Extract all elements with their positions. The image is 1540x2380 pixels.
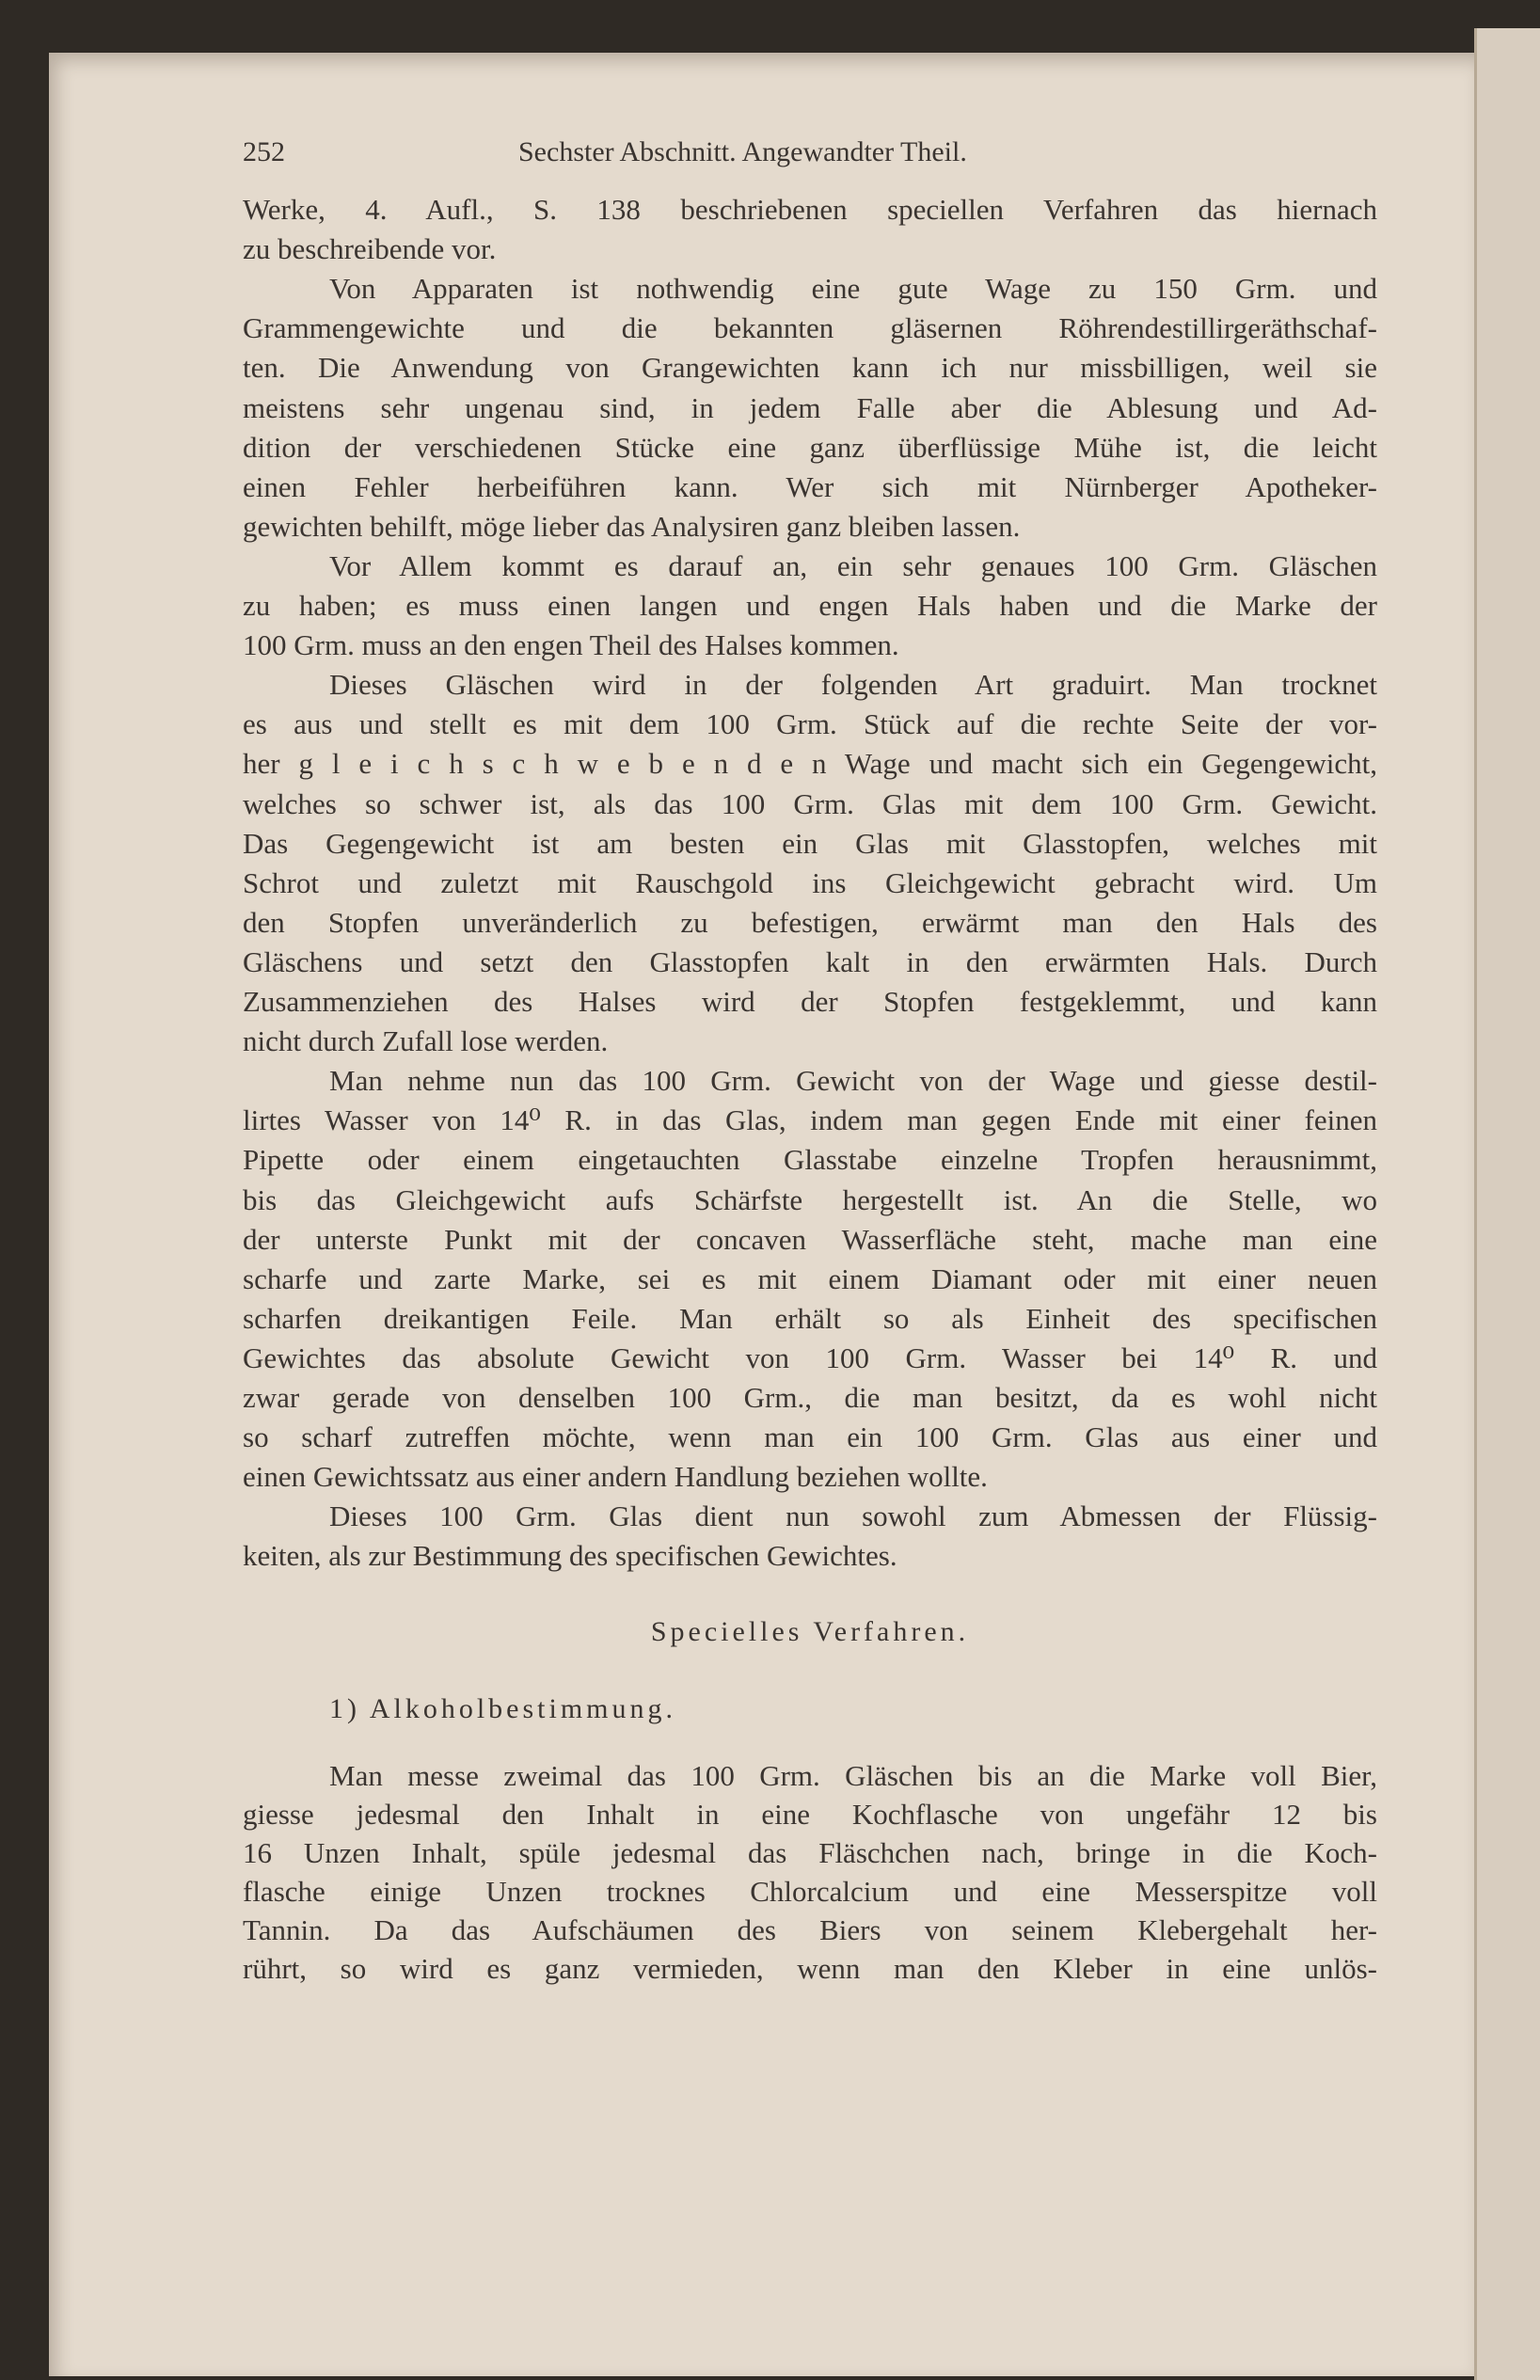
text-line-content: Zusammenziehen des Halses wird der Stopfen festgeklemmt, und kann bbox=[243, 985, 1377, 1018]
text-line bbox=[243, 470, 1377, 504]
text-line-content: es aus und stellt es mit dem 100 Grm. Stück auf die rechte Seite der vor- bbox=[243, 707, 1377, 741]
text-line-content: Vor Allem kommt es darauf an, ein sehr genaues 100 Grm. Gläschen bbox=[329, 548, 1377, 582]
text-line bbox=[243, 351, 1377, 385]
text-line-content: Werke, 4. Aufl., S. 138 beschriebenen speciellen Verfahren das hiernach bbox=[243, 193, 1377, 226]
text-line bbox=[243, 747, 1377, 781]
text-line-content: den Stopfen unveränderlich zu befestigen, erwärmt man den Hals des bbox=[243, 905, 1377, 939]
text-line bbox=[329, 668, 1377, 702]
text-line bbox=[329, 1759, 1377, 1793]
text-line-content: Schrot und zuletzt mit Rauschgold ins Gleichgewicht gebracht wird. Um bbox=[243, 865, 1377, 899]
text-line-content: Pipette oder einem eingetauchten Glasstabe einzelne Tropfen herausnimmt, bbox=[243, 1143, 1377, 1177]
text-line bbox=[243, 1223, 1377, 1257]
text-line-content: 16 Unzen Inhalt, spüle jedesmal das Fläschchen nach, bringe in die Koch- bbox=[243, 1836, 1377, 1870]
text-line-content: welches so schwer ist, als das 100 Grm. Glas mit dem 100 Grm. Gewicht. bbox=[243, 786, 1377, 820]
text-line bbox=[329, 1499, 1377, 1533]
text-line-content: Dieses 100 Grm. Glas dient nun sowohl zum Abmessen der Flüssig- bbox=[329, 1499, 1377, 1533]
text-line-content: Tannin. Da das Aufschäumen des Biers von seinem Klebergehalt her- bbox=[243, 1913, 1377, 1947]
text-line-content: dition der verschiedenen Stücke eine ganz überflüssige Mühe ist, die leicht bbox=[243, 430, 1377, 464]
text-line bbox=[243, 1183, 1377, 1217]
text-line-content: meistens sehr ungenau sind, in jedem Falle aber die Ablesung und Ad- bbox=[243, 390, 1377, 424]
text-line-content: Man messe zweimal das 100 Grm. Gläschen bis an die Marke voll Bier, bbox=[329, 1759, 1377, 1793]
text-line bbox=[243, 985, 1377, 1019]
text-line bbox=[243, 391, 1377, 425]
text-line bbox=[243, 193, 1377, 227]
text-line-content: zu beschreibende vor. bbox=[243, 232, 497, 266]
text-line-content: lirtes Wasser von 14⁰ R. in das Glas, indem man gegen Ende mit einer feinen bbox=[243, 1103, 1377, 1137]
text-line-content: der unterste Punkt mit der concaven Wasserfläche steht, mache man eine bbox=[243, 1222, 1377, 1256]
text-line bbox=[243, 1913, 1377, 1947]
text-line bbox=[243, 1798, 1377, 1832]
text-line-content: flasche einige Unzen trocknes Chlorcalcium und eine Messerspitze voll bbox=[243, 1875, 1377, 1909]
text-line-content: 100 Grm. muss an den engen Theil des Halses kommen. bbox=[243, 628, 899, 662]
text-line bbox=[243, 827, 1377, 861]
text-line-content: gewichten behilft, möge lieber das Analysiren ganz bleiben lassen. bbox=[243, 509, 1021, 543]
text-line bbox=[243, 1460, 1377, 1494]
text-line bbox=[243, 1302, 1377, 1336]
text-line-content: Von Apparaten ist nothwendig eine gute Wage zu 150 Grm. und bbox=[329, 272, 1377, 306]
text-line-content: zu haben; es muss einen langen und engen Hals haben und die Marke der bbox=[243, 589, 1377, 622]
text-line-content: Gewichtes das absolute Gewicht von 100 Grm. Wasser bei 14⁰ R. und bbox=[243, 1341, 1377, 1374]
text-line bbox=[329, 272, 1377, 306]
text-line-content: Gläschens und setzt den Glasstopfen kalt in den erwärmten Hals. Durch bbox=[243, 944, 1377, 978]
text-line bbox=[243, 431, 1377, 465]
text-line bbox=[243, 1539, 1377, 1573]
text-line bbox=[243, 1262, 1377, 1296]
text-line bbox=[243, 1381, 1377, 1415]
text-line bbox=[243, 589, 1377, 623]
text-line bbox=[243, 945, 1377, 979]
text-line bbox=[243, 866, 1377, 900]
text-line-content: ten. Die Anwendung von Grangewichten kann ich nur missbilligen, weil sie bbox=[243, 351, 1377, 385]
text-line-content: Grammengewichte und die bekannten gläsernen Röhrendestillirgeräthschaf- bbox=[243, 311, 1377, 345]
text-line bbox=[243, 510, 1377, 544]
text-line bbox=[243, 906, 1377, 940]
text-line-content: Dieses Gläschen wird in der folgenden Art graduirt. Man trocknet bbox=[329, 668, 1377, 702]
text-line-content: giesse jedesmal den Inhalt in eine Kochflasche von ungefähr 12 bis bbox=[243, 1798, 1377, 1832]
text-line bbox=[243, 1341, 1377, 1375]
text-line bbox=[243, 787, 1377, 821]
adjacent-page-edge bbox=[1474, 28, 1540, 2380]
subsection-heading: 1) Alkoholbestimmung. bbox=[329, 1693, 676, 1725]
text-line-content: scharfen dreikantigen Feile. Man erhält so als Einheit des specifischen bbox=[243, 1301, 1377, 1335]
text-line bbox=[243, 232, 1377, 266]
text-line-content: bis das Gleichgewicht aufs Schärfste hergestellt ist. An die Stelle, wo bbox=[243, 1182, 1377, 1216]
text-line-content: her g l e i c h s c h w e b e n d e n Wage und macht sich ein Gegengewicht, bbox=[243, 747, 1377, 781]
text-line bbox=[243, 628, 1377, 662]
text-line-content: Man nehme nun das 100 Grm. Gewicht von der Wage und giesse destil- bbox=[329, 1064, 1377, 1098]
text-line bbox=[243, 707, 1377, 741]
text-line bbox=[243, 1952, 1377, 1986]
text-line bbox=[243, 1420, 1377, 1454]
text-line bbox=[243, 1875, 1377, 1909]
text-line-content: zwar gerade von denselben 100 Grm., die man besitzt, da es wohl nicht bbox=[243, 1381, 1377, 1414]
text-line bbox=[243, 1143, 1377, 1177]
text-line-content: scharfe und zarte Marke, sei es mit einem Diamant oder mit einer neuen bbox=[243, 1261, 1377, 1295]
text-line bbox=[243, 311, 1377, 345]
text-line bbox=[243, 1103, 1377, 1137]
text-line-content: so scharf zutreffen möchte, wenn man ein 100 Grm. Glas aus einer und bbox=[243, 1420, 1377, 1454]
text-line-content: einen Gewichtssatz aus einer andern Handlung beziehen wollte. bbox=[243, 1460, 988, 1494]
page-number: 252 bbox=[243, 136, 285, 167]
text-line-content: keiten, als zur Bestimmung des specifischen Gewichtes. bbox=[243, 1539, 897, 1573]
text-line bbox=[329, 1064, 1377, 1098]
text-line-content: einen Fehler herbeiführen kann. Wer sich mit Nürnberger Apotheker- bbox=[243, 469, 1377, 503]
text-line bbox=[243, 1836, 1377, 1870]
running-title: Sechster Abschnitt. Angewandter Theil. bbox=[518, 136, 967, 167]
section-heading: Specielles Verfahren. bbox=[650, 1616, 970, 1648]
text-line-content: Das Gegengewicht ist am besten ein Glas mit Glasstopfen, welches mit bbox=[243, 826, 1377, 860]
text-line-content: nicht durch Zufall lose werden. bbox=[243, 1024, 609, 1058]
text-line bbox=[243, 1024, 1377, 1058]
text-line bbox=[329, 549, 1377, 583]
text-line-content: rührt, so wird es ganz vermieden, wenn man den Kleber in eine unlös- bbox=[243, 1952, 1377, 1986]
